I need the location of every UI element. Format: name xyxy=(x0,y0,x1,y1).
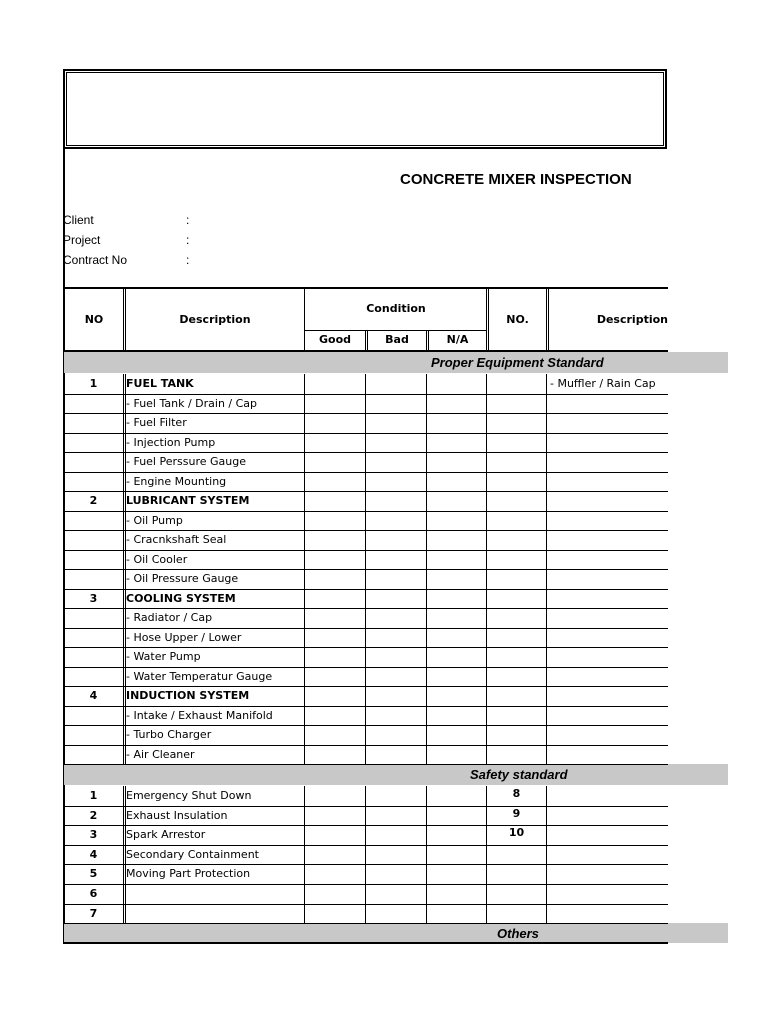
checkbox-na[interactable] xyxy=(427,647,485,667)
row-number-right: 9 xyxy=(512,806,521,820)
section-title-safety: Safety standard xyxy=(470,767,568,782)
checkbox-bad[interactable] xyxy=(366,806,425,826)
checkbox-na[interactable] xyxy=(427,686,485,706)
section-title-others: Others xyxy=(497,926,539,941)
checkbox-good[interactable] xyxy=(305,569,364,589)
row-description: Moving Part Protection xyxy=(126,867,251,881)
page-title: CONCRETE MIXER INSPECTION xyxy=(400,171,632,188)
project-label: Project xyxy=(63,233,101,247)
checkbox-na[interactable] xyxy=(427,530,485,550)
row-number: 4 xyxy=(89,689,98,702)
header-na: N/A xyxy=(446,333,469,346)
checkbox-good[interactable] xyxy=(305,589,364,609)
checkbox-good[interactable] xyxy=(305,786,364,806)
checkbox-na[interactable] xyxy=(427,845,485,865)
contract-no-colon: : xyxy=(186,253,190,267)
checkbox-good[interactable] xyxy=(305,686,364,706)
row-number: 6 xyxy=(89,887,98,900)
checkbox-na[interactable] xyxy=(427,374,485,394)
project-colon: : xyxy=(186,233,190,247)
checkbox-bad[interactable] xyxy=(366,491,425,511)
checkbox-na[interactable] xyxy=(427,884,485,904)
row-number: 1 xyxy=(89,377,98,390)
checkbox-bad[interactable] xyxy=(366,864,425,884)
checkbox-good[interactable] xyxy=(305,745,364,765)
table-bottom-border xyxy=(63,942,668,944)
checkbox-bad[interactable] xyxy=(366,452,425,472)
checkbox-bad[interactable] xyxy=(366,569,425,589)
checkbox-good[interactable] xyxy=(305,433,364,453)
row-description: LUBRICANT SYSTEM xyxy=(126,494,250,507)
checkbox-good[interactable] xyxy=(305,550,364,570)
checkbox-good[interactable] xyxy=(305,825,364,845)
row-description: - Radiator / Cap xyxy=(126,611,213,624)
header-condition: Condition xyxy=(366,302,426,315)
row-description: - Engine Mounting xyxy=(126,474,227,488)
checkbox-bad[interactable] xyxy=(366,608,425,628)
checkbox-na[interactable] xyxy=(427,608,485,628)
checkbox-na[interactable] xyxy=(427,745,485,765)
checkbox-good[interactable] xyxy=(305,628,364,648)
checkbox-bad[interactable] xyxy=(366,706,425,726)
row-description: - Water Pump xyxy=(126,650,201,663)
checkbox-good[interactable] xyxy=(305,904,364,924)
checkbox-bad[interactable] xyxy=(366,786,425,806)
row-number: 2 xyxy=(89,808,98,822)
checkbox-good[interactable] xyxy=(305,530,364,550)
checkbox-na[interactable] xyxy=(427,589,485,609)
row-description: - Hose Upper / Lower xyxy=(126,630,242,644)
row-description: - Fuel Perssure Gauge xyxy=(126,455,246,468)
checkbox-bad[interactable] xyxy=(366,511,425,531)
checkbox-good[interactable] xyxy=(305,706,364,726)
checkbox-bad[interactable] xyxy=(366,725,425,745)
row-description: - Oil Pump xyxy=(126,513,183,527)
row-description: Exhaust Insulation xyxy=(126,808,228,822)
row-description: - Fuel Filter xyxy=(126,416,187,429)
checkbox-good[interactable] xyxy=(305,413,364,433)
table-top-border xyxy=(63,287,668,289)
checkbox-good[interactable] xyxy=(305,864,364,884)
checkbox-na[interactable] xyxy=(427,904,485,924)
checkbox-na[interactable] xyxy=(427,628,485,648)
client-label: Client xyxy=(63,213,94,227)
checkbox-bad[interactable] xyxy=(366,550,425,570)
checkbox-bad[interactable] xyxy=(366,374,425,394)
row-description: Secondary Containment xyxy=(126,847,259,861)
row-description: FUEL TANK xyxy=(126,377,194,390)
checkbox-bad[interactable] xyxy=(366,825,425,845)
checkbox-bad[interactable] xyxy=(366,433,425,453)
section-title-proper: Proper Equipment Standard xyxy=(431,355,604,370)
row-description: Spark Arrestor xyxy=(126,828,206,842)
row-number: 5 xyxy=(89,867,98,881)
header-no-right: NO. xyxy=(506,313,529,326)
section-band-safety xyxy=(64,764,728,785)
checkbox-good[interactable] xyxy=(305,491,364,511)
checkbox-na[interactable] xyxy=(427,725,485,745)
row-number-right: 10 xyxy=(508,826,525,840)
checkbox-bad[interactable] xyxy=(366,472,425,492)
checkbox-na[interactable] xyxy=(427,806,485,826)
row-number: 3 xyxy=(89,591,98,605)
header-description: Description xyxy=(179,313,251,326)
checkbox-na[interactable] xyxy=(427,569,485,589)
row-description: - Water Temperatur Gauge xyxy=(126,669,273,683)
checkbox-bad[interactable] xyxy=(366,686,425,706)
checkbox-na[interactable] xyxy=(427,452,485,472)
section-band-others xyxy=(64,923,728,943)
row-number: 2 xyxy=(89,494,98,507)
checkbox-good[interactable] xyxy=(305,472,364,492)
row-description: COOLING SYSTEM xyxy=(126,591,236,605)
checkbox-bad[interactable] xyxy=(366,628,425,648)
header-logo-box xyxy=(63,69,667,149)
row-description: - Oil Pressure Gauge xyxy=(126,572,239,585)
header-description-right: Description xyxy=(596,313,668,326)
checkbox-bad[interactable] xyxy=(366,667,425,687)
row-number: 1 xyxy=(89,789,98,802)
checkbox-na[interactable] xyxy=(427,433,485,453)
checkbox-na[interactable] xyxy=(427,413,485,433)
header-good: Good xyxy=(318,333,352,346)
checkbox-na[interactable] xyxy=(427,472,485,492)
checkbox-na[interactable] xyxy=(427,864,485,884)
row-description: - Injection Pump xyxy=(126,435,216,449)
checkbox-bad[interactable] xyxy=(366,845,425,865)
row-number-right: 8 xyxy=(512,787,521,800)
checkbox-na[interactable] xyxy=(427,825,485,845)
checkbox-na[interactable] xyxy=(427,667,485,687)
checkbox-good[interactable] xyxy=(305,452,364,472)
row-description-right: - Muffler / Rain Cap xyxy=(550,377,656,390)
checkbox-bad[interactable] xyxy=(366,589,425,609)
row-description: - Intake / Exhaust Manifold xyxy=(126,708,273,722)
checkbox-na[interactable] xyxy=(427,786,485,806)
checkbox-good[interactable] xyxy=(305,884,364,904)
row-description: INDUCTION SYSTEM xyxy=(126,689,250,702)
checkbox-na[interactable] xyxy=(427,706,485,726)
checkbox-na[interactable] xyxy=(427,394,485,414)
header-bad: Bad xyxy=(385,333,409,346)
checkbox-na[interactable] xyxy=(427,511,485,531)
checkbox-bad[interactable] xyxy=(366,884,425,904)
checkbox-bad[interactable] xyxy=(366,904,425,924)
checkbox-good[interactable] xyxy=(305,806,364,826)
checkbox-bad[interactable] xyxy=(366,745,425,765)
row-description: - Cracnkshaft Seal xyxy=(126,533,227,546)
section-band-proper xyxy=(64,352,728,373)
checkbox-good[interactable] xyxy=(305,647,364,667)
checkbox-good[interactable] xyxy=(305,725,364,745)
row-number: 7 xyxy=(89,906,98,920)
row-description: - Turbo Charger xyxy=(126,728,212,741)
checkbox-na[interactable] xyxy=(427,550,485,570)
checkbox-good[interactable] xyxy=(305,845,364,865)
checkbox-bad[interactable] xyxy=(366,530,425,550)
checkbox-good[interactable] xyxy=(305,667,364,687)
header-no: NO xyxy=(84,313,104,326)
row-description: Emergency Shut Down xyxy=(126,789,252,802)
row-description: - Oil Cooler xyxy=(126,552,188,566)
checkbox-good[interactable] xyxy=(305,374,364,394)
checkbox-bad[interactable] xyxy=(366,413,425,433)
contract-no-label: Contract No xyxy=(63,253,128,267)
checkbox-good[interactable] xyxy=(305,608,364,628)
row-number: 4 xyxy=(89,847,98,861)
checkbox-good[interactable] xyxy=(305,511,364,531)
row-description: - Air Cleaner xyxy=(126,747,195,761)
checkbox-good[interactable] xyxy=(305,394,364,414)
row-number: 3 xyxy=(89,828,98,842)
row-description: - Fuel Tank / Drain / Cap xyxy=(126,396,258,410)
checkbox-bad[interactable] xyxy=(366,647,425,667)
checkbox-na[interactable] xyxy=(427,491,485,511)
client-colon: : xyxy=(186,213,190,227)
checkbox-bad[interactable] xyxy=(366,394,425,414)
